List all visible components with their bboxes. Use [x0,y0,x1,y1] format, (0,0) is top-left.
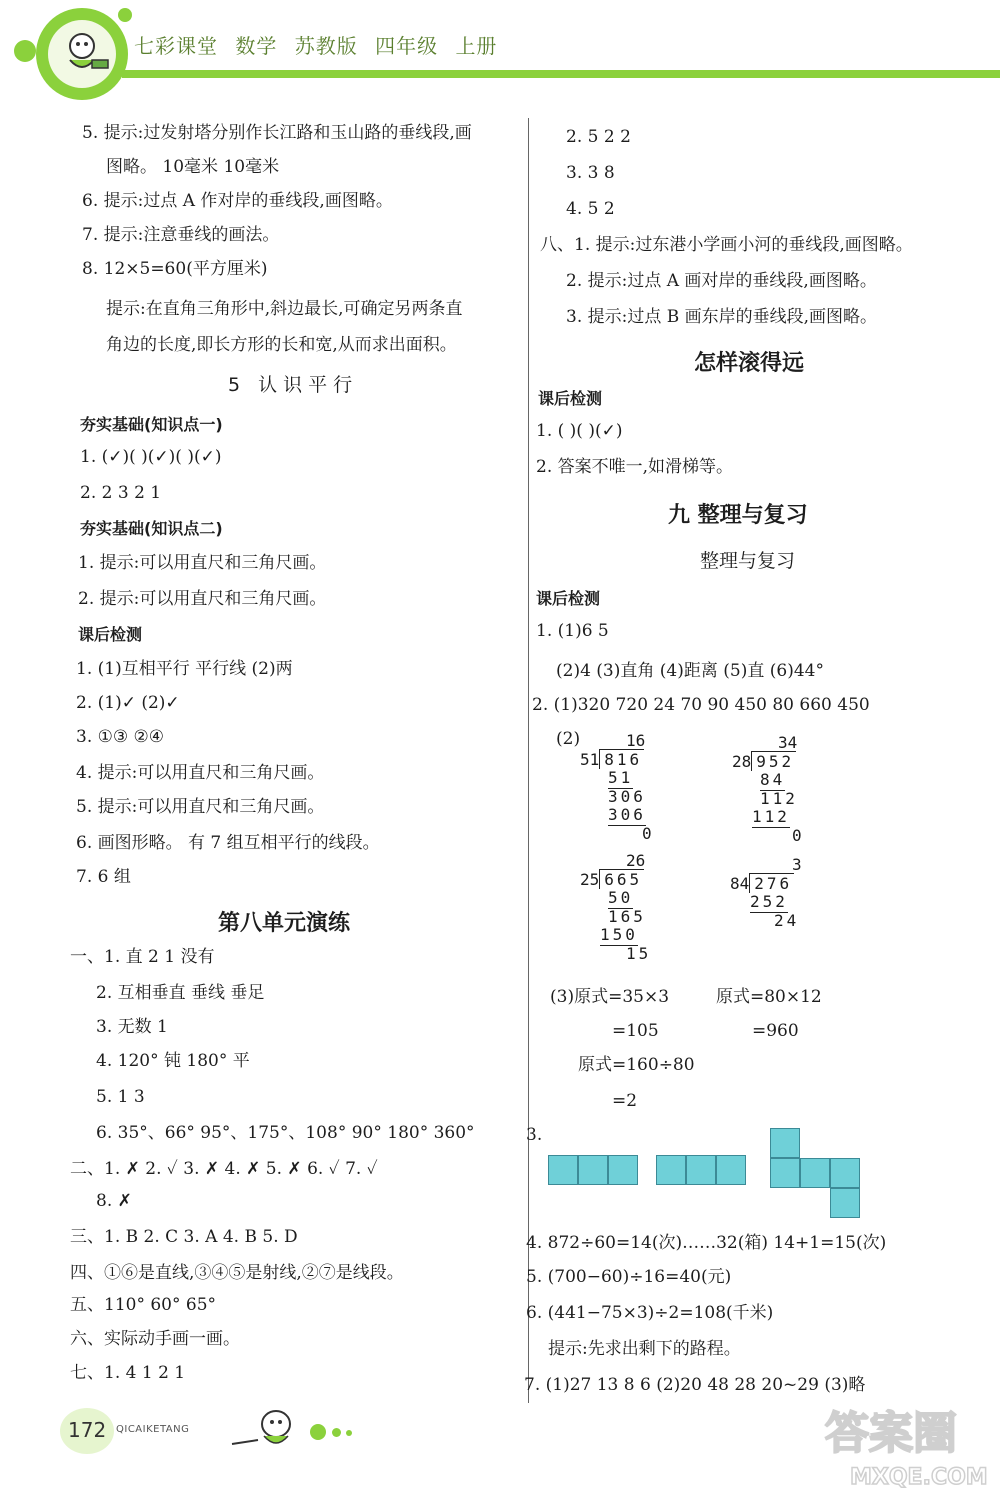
dividend: 665 [599,869,644,889]
partial-product: 150 [600,925,638,944]
divisor: 51 [580,749,600,769]
dividend: 952 [751,751,796,771]
partial-product: 84 [760,770,786,789]
answer-line: 4. 120° 钝 180° 平 [96,1051,250,1071]
answer-line: 6. 画图形略。 有 7 组互相平行的线段。 [76,833,380,853]
decor-dot [118,8,132,22]
remainder: 0 [642,823,652,843]
partial-remainder: 112 [760,788,798,808]
answer-line: 2. 提示:可以用直尺和三角尺画。 [78,589,327,609]
answer-line: 6. 提示:过点 A 作对岸的垂线段,画图略。 [82,191,393,211]
answer-line: 6. 35°、66° 95°、175°、108° 90° 180° 360° [96,1123,475,1143]
remainder: 24 [774,910,800,930]
quotient: 16 [626,731,646,750]
decor-dot [14,40,36,62]
answer-line: 3. [526,1125,543,1145]
answer-line: 2. (1)✓ (2)✓ [76,693,180,713]
answer-line: 四、①⑥是直线,③④⑤是射线,②⑦是线段。 [70,1263,404,1283]
dividend: 276 [749,873,794,893]
subject: 数学 [235,34,278,58]
subsection-title: 夯实基础(知识点二) [80,519,223,538]
edition: 苏教版 [294,34,358,58]
answer-line: 2. 2 3 2 1 [80,483,162,503]
answer-line: 1. (✓)( )(✓)( )(✓) [80,447,222,467]
section-title: 整理与复习 [700,550,796,572]
column-divider [528,118,529,1403]
chapter-title: 九 整理与复习 [668,503,808,528]
partial-product: 112 [752,807,790,826]
decor-dot [332,1428,341,1437]
divisor: 28 [732,751,752,771]
quotient: 34 [778,733,798,752]
section-title: 怎样滚得远 [694,351,805,376]
mascot-icon [48,20,116,88]
answer-line: 4. 提示:可以用直尺和三角尺画。 [76,763,325,783]
answer-line: 7. 6 组 [76,867,131,887]
subsection-title: 课后检测 [78,625,143,644]
partial-product: 306 [608,805,646,824]
long-division-952-28 [732,734,802,845]
long-division-276-84 [730,856,802,930]
answer-line: 3. ①③ ②④ [76,727,164,747]
divisor: 25 [580,869,600,889]
partial-product: 50 [608,888,634,907]
subsection-title: 课后检测 [536,589,601,608]
answer-line: (2) [556,729,581,749]
answer-line: 一、1. 直 2 1 没有 [70,947,215,967]
answer-line: 二、1. ✗ 2. ✓ 3. ✗ 4. ✗ 5. ✗ 6. ✓ 7. ✓ [70,1159,378,1179]
answer-line: 提示:在直角三角形中,斜边最长,可确定另两条直 [106,299,463,319]
answer-line: 7. 提示:注意垂线的画法。 [82,225,280,245]
quotient: 3 [792,855,802,874]
answer-line: 5. 1 3 [96,1087,145,1107]
section-title: 5 认识平行 [228,374,359,396]
answer-line: 8. 12×5=60(平方厘米) [82,259,268,279]
partial-product: 252 [750,892,788,911]
long-division-816-51 [580,732,652,843]
answer-line: 3. 3 8 [566,163,615,183]
answer-line: 5. (700−60)÷16=40(元) [526,1267,732,1287]
unit-title: 第八单元演练 [218,911,351,936]
partial-remainder: 165 [608,906,646,926]
answer-line: 4. 872÷60=14(次)……32(箱) 14+1=15(次) [526,1233,887,1253]
quotient: 26 [626,851,646,870]
answer-line: 6. (441−75×3)÷2=108(千米) [526,1303,774,1323]
decor-dot [310,1424,326,1440]
answer-line: 2. 提示:过点 A 画对岸的垂线段,画图略。 [566,271,877,291]
calc-line: 原式=80×12 [716,987,822,1007]
answer-line: 图略。 10毫米 10毫米 [106,157,280,177]
calc-line: =2 [612,1091,638,1111]
answer-line: 1. 提示:可以用直尺和三角尺画。 [78,553,327,573]
answer-line: 2. 答案不唯一,如滑梯等。 [536,457,734,477]
answer-line: 4. 5 2 [566,199,615,219]
footer-brand: QICAIKETANG [116,1424,190,1435]
volume: 上册 [455,34,498,58]
answer-line: (2)4 (3)直角 (4)距离 (5)直 (6)44° [556,661,824,681]
answer-line: 3. 提示:过点 B 画东岸的垂线段,画图略。 [566,307,878,327]
answer-line: 五、110° 60° 65° [70,1295,217,1315]
answer-line: 3. 无数 1 [96,1017,168,1037]
answer-line: 1. (1)互相平行 平行线 (2)两 [76,659,293,679]
answer-line: 六、实际动手画一画。 [70,1329,240,1349]
mascot-footer-icon [228,1400,308,1460]
answer-line: 5. 提示:可以用直尺和三角尺画。 [76,797,325,817]
header-bar [122,70,1000,78]
calc-line: 原式=160÷80 [578,1055,695,1075]
answer-line: 2. 互相垂直 垂线 垂足 [96,983,265,1003]
answer-line: 1. ( )( )(✓) [536,421,623,441]
svg-text:答案圈: 答案圈 [825,1408,957,1459]
page-header [0,0,1000,110]
answer-line: 7. (1)27 13 8 6 (2)20 48 28 20~29 (3)略 [524,1375,866,1395]
answer-line: 八、1. 提示:过东港小学画小河的垂线段,画图略。 [540,235,913,255]
subsection-title: 夯实基础(知识点一) [80,415,223,434]
divisor: 84 [730,873,750,893]
answer-line: 2. 5 2 2 [566,127,631,147]
calc-line: =960 [752,1021,799,1041]
page-number: 172 [68,1418,107,1442]
answer-line: 1. (1)6 5 [536,621,609,641]
answer-line: 8. ✗ [96,1191,132,1211]
header-title [134,30,507,59]
dividend: 816 [599,749,644,769]
calc-line: (3)原式=35×3 [550,987,670,1007]
partial-product: 51 [608,768,634,787]
remainder: 0 [792,825,802,845]
answer-line: 七、1. 4 1 2 1 [70,1363,186,1383]
long-division-665-25 [580,852,651,963]
grade: 四年级 [375,34,439,58]
calc-line: =105 [612,1021,659,1041]
answer-line: 2. (1)320 720 24 70 90 450 80 660 450 [532,695,870,715]
watermark-logo [820,1400,990,1490]
decor-dot [346,1430,352,1436]
answer-line: 三、1. B 2. C 3. A 4. B 5. D [70,1227,298,1247]
partial-remainder: 306 [608,786,646,806]
subsection-title: 课后检测 [538,389,603,408]
remainder: 15 [626,943,652,963]
answer-line: 角边的长度,即长方形的长和宽,从而求出面积。 [106,335,457,355]
series-name: 七彩课堂 [134,34,218,58]
svg-text:MXQE.COM: MXQE.COM [850,1465,988,1490]
answer-line: 5. 提示:过发射塔分别作长江路和玉山路的垂线段,画 [82,123,472,143]
answer-line: 提示:先求出剩下的路程。 [548,1339,741,1359]
